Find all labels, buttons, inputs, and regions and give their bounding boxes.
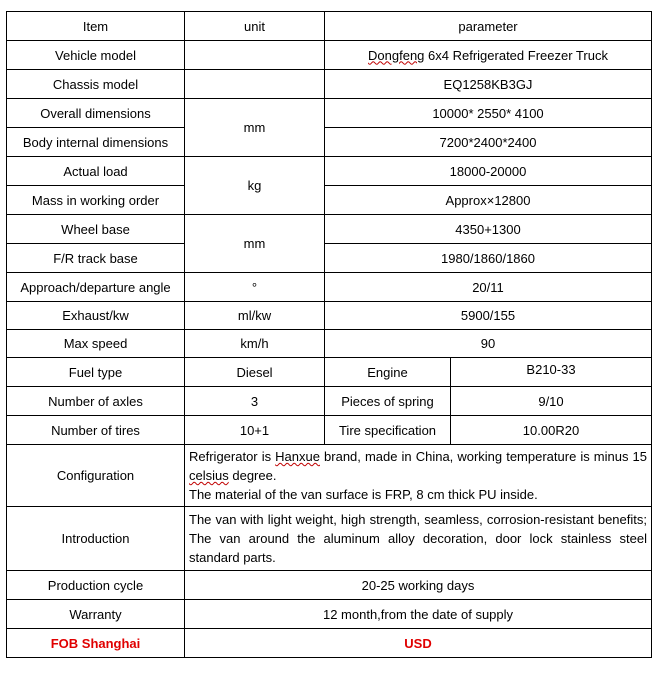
base-unit: mm [185, 215, 325, 273]
vehicle-model-rest: 6x4 Refrigerated Freezer Truck [424, 47, 608, 63]
production-cycle-value: 20-25 working days [185, 571, 652, 600]
tire-spec-label: Tire specification [325, 416, 451, 445]
chassis-model-value: EQ1258KB3GJ [325, 70, 652, 99]
axles-value: 3 [185, 387, 325, 416]
configuration-brand: Hanxue [275, 449, 320, 464]
overall-dimensions-label: Overall dimensions [7, 99, 185, 128]
mass-working-order-value: Approx×12800 [325, 186, 652, 215]
exhaust-unit: ml/kw [185, 302, 325, 330]
introduction-value: The van with light weight, high strength, seamless, corrosion-resistant benefits; The van around the aluminum alloy decoration, door lock stainless steel standard parts. [185, 507, 652, 571]
table-row [7, 186, 652, 215]
track-base-label: F/R track base [7, 244, 185, 273]
table-row [7, 244, 652, 273]
wheel-base-label: Wheel base [7, 215, 185, 244]
fuel-type-value: Diesel [185, 358, 325, 387]
table-row [7, 99, 652, 128]
tires-label: Number of tires [7, 416, 185, 445]
fob-value: USD [185, 629, 652, 658]
table-row [7, 387, 652, 416]
table-row [7, 41, 652, 70]
header-unit: unit [185, 12, 325, 41]
configuration-label: Configuration [7, 445, 185, 507]
warranty-label: Warranty [7, 600, 185, 629]
vehicle-model-brand: Dongfeng [368, 47, 425, 63]
axles-label: Number of axles [7, 387, 185, 416]
wheel-base-value: 4350+1300 [325, 215, 652, 244]
approach-angle-label: Approach/departure angle [7, 273, 185, 302]
max-speed-label: Max speed [7, 330, 185, 358]
vehicle-model-label: Vehicle model [7, 41, 185, 70]
header-parameter: parameter [325, 12, 652, 41]
engine-label: Engine [325, 358, 451, 387]
table-row [7, 215, 652, 244]
configuration-text: Refrigerator is [189, 449, 276, 464]
body-internal-dimensions-label: Body internal dimensions [7, 128, 185, 157]
overall-dimensions-value: 10000* 2550* 4100 [325, 99, 652, 128]
table-row [7, 128, 652, 157]
table-row [7, 600, 652, 629]
configuration-value [185, 445, 652, 507]
table-row [7, 302, 652, 330]
table-row [7, 629, 652, 658]
introduction-label: Introduction [7, 507, 185, 571]
actual-load-label: Actual load [7, 157, 185, 186]
fob-label: FOB Shanghai [7, 629, 185, 658]
max-speed-value: 90 [325, 330, 652, 358]
approach-angle-value: 20/11 [325, 273, 652, 302]
spring-value: 9/10 [451, 387, 652, 416]
tire-spec-value: 10.00R20 [451, 416, 652, 445]
header-row [7, 12, 652, 41]
fuel-type-label: Fuel type [7, 358, 185, 387]
vehicle-model-unit [185, 41, 325, 70]
track-base-value: 1980/1860/1860 [325, 244, 652, 273]
configuration-text: brand, made in China, working temperature is minus 15 [319, 449, 651, 464]
engine-value: B210-33 [451, 358, 652, 387]
chassis-model-label: Chassis model [7, 70, 185, 99]
table-row [7, 330, 652, 358]
table-row [7, 70, 652, 99]
vehicle-model-value [325, 41, 652, 70]
spec-table [6, 11, 652, 658]
table-row [7, 571, 652, 600]
approach-angle-unit: ° [185, 273, 325, 302]
production-cycle-label: Production cycle [7, 571, 185, 600]
configuration-text: degree. [228, 468, 277, 483]
configuration-material: The material of the van surface is FRP, 8 cm thick PU inside. [189, 487, 538, 502]
exhaust-label: Exhaust/kw [7, 302, 185, 330]
warranty-value: 12 month,from the date of supply [185, 600, 652, 629]
table-row [7, 416, 652, 445]
configuration-celsius: celsius [189, 468, 229, 483]
max-speed-unit: km/h [185, 330, 325, 358]
table-row [7, 507, 652, 571]
body-internal-dimensions-value: 7200*2400*2400 [325, 128, 652, 157]
chassis-model-unit [185, 70, 325, 99]
actual-load-value: 18000-20000 [325, 157, 652, 186]
table-row [7, 273, 652, 302]
table-row [7, 445, 652, 507]
mass-working-order-label: Mass in working order [7, 186, 185, 215]
header-item: Item [7, 12, 185, 41]
table-row [7, 157, 652, 186]
spring-label: Pieces of spring [325, 387, 451, 416]
weight-unit: kg [185, 157, 325, 215]
exhaust-value: 5900/155 [325, 302, 652, 330]
dimensions-unit: mm [185, 99, 325, 157]
table-row [7, 358, 652, 387]
tires-value: 10+1 [185, 416, 325, 445]
